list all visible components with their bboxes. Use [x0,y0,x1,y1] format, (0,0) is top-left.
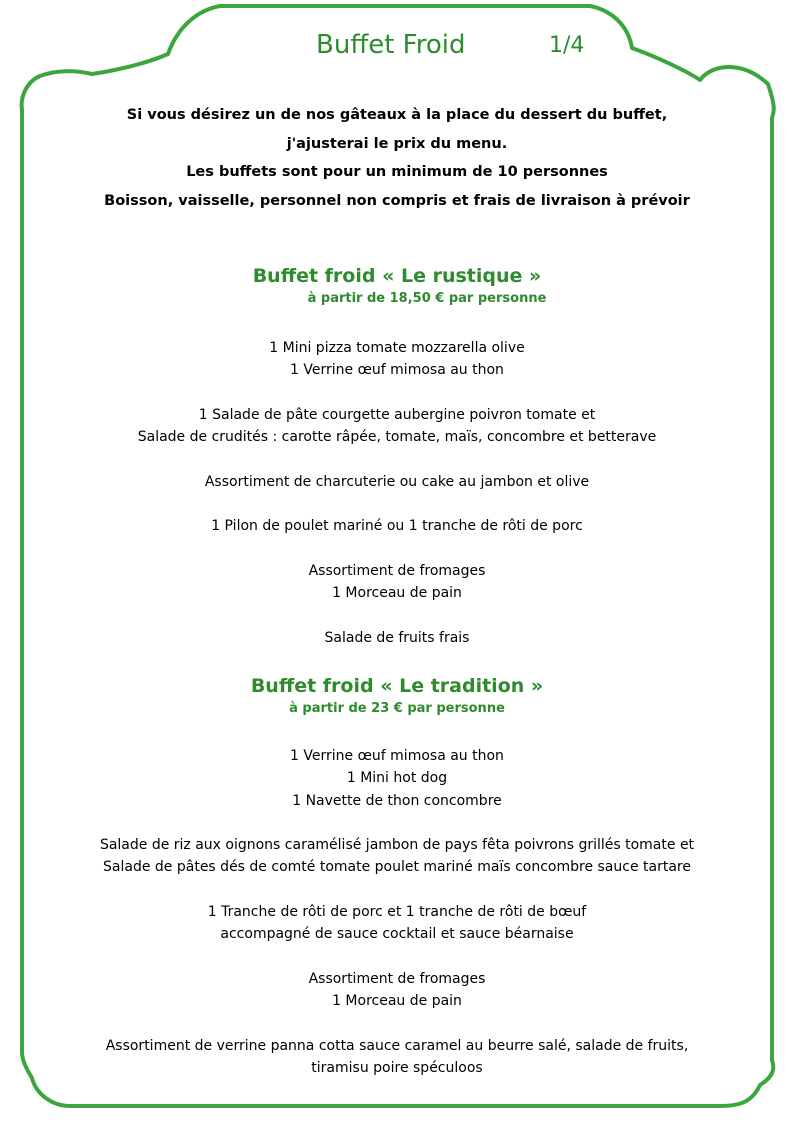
header [0,30,794,70]
menu-item: 1 Navette de thon concombre [292,792,502,809]
section-rustique-header [40,263,754,309]
intro-notice [60,101,734,215]
menu-item: 1 Mini pizza tomate mozzarella olive [269,340,525,356]
menu-item: Assortiment de charcuterie ou cake au jambon et olive [204,473,590,490]
menu-item: Assortiment de verrine panna cotta sauce caramel au beurre salé, salade de fruits, [105,1037,689,1054]
section-price: à partir de 23 € par personne [289,701,505,716]
menu-item: 1 Morceau de pain [332,993,462,1010]
menu-item: Salade de fruits frais [324,629,470,646]
intro-line: Les buffets sont pour un minimum de 10 personnes [186,164,608,180]
intro-line: j'ajusterai le prix du menu. [286,135,508,152]
menu-item: 1 Tranche de rôti de porc et 1 tranche de rôti de bœuf [207,904,587,921]
menu-item: tiramisu poire spéculoos [311,1060,483,1077]
section-price: à partir de 18,50 € par personne [307,291,547,306]
section-tradition-header [40,673,754,719]
menu-item: Salade de pâtes dés de comté tomate poulet mariné maïs concombre sauce tartare [103,859,691,876]
menu-item: Salade de riz aux oignons caramélisé jambon de pays fêta poivrons grillés tomate et [99,837,695,854]
page-title: Buffet Froid [316,30,466,60]
section-title: Buffet froid « Le rustique » [252,265,542,287]
menu-item: 1 Salade de pâte courgette aubergine poivron tomate et [198,406,596,423]
menu-item: 1 Morceau de pain [332,585,462,602]
menu-item: 1 Verrine œuf mimosa au thon [290,362,504,379]
menu-item: Assortiment de fromages [308,562,486,579]
menu-item: 1 Mini hot dog [346,770,448,787]
section-tradition-items [40,745,754,1079]
menu-item: 1 Verrine œuf mimosa au thon [290,748,504,764]
menu-item: Assortiment de fromages [308,970,486,987]
menu-item: accompagné de sauce cocktail et sauce béarnaise [220,926,574,943]
section-rustique-items [40,337,754,649]
intro-line: Boisson, vaisselle, personnel non compris et frais de livraison à prévoir [104,192,690,209]
page-number: 1/4 [549,33,585,58]
intro-line: Si vous désirez un de nos gâteaux à la place du dessert du buffet, [126,107,668,123]
menu-item: 1 Pilon de poulet mariné ou 1 tranche de rôti de porc [211,518,583,535]
menu-item: Salade de crudités : carotte râpée, tomate, maïs, concombre et betterave [137,429,657,446]
section-title: Buffet froid « Le tradition » [250,675,544,697]
